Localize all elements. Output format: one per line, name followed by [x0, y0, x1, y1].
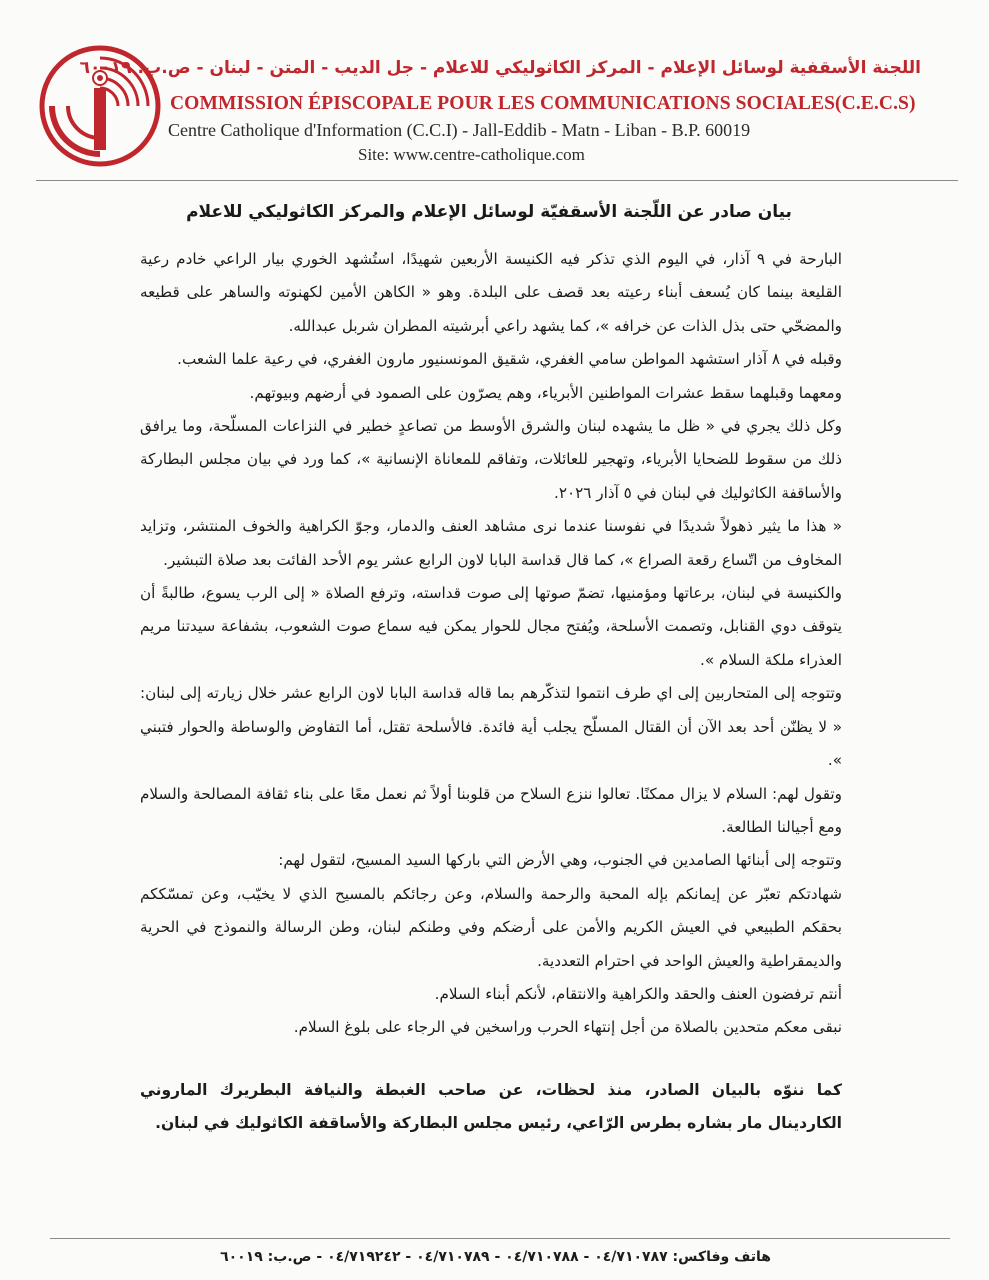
paragraph: وتتوجه إلى المتحاربين إلى اي طرف انتموا لتذكّرهم بما قاله قداسة البابا لاون الرابع عشر خلال زيارته إلى لبنان: « لا يظنّن أحد بعد الآن أن القتال المسلّح يجلب أية فائدة. فالأسلحة تقتل، أما التفاوض والوساطة والحوار فتبني ».: [140, 684, 842, 770]
paragraph: وتتوجه إلى أبنائها الصامدين في الجنوب، وهي الأرض التي باركها السيد المسيح، لتقول لهم:: [278, 851, 842, 870]
paragraph: والكنيسة في لبنان، برعاتها ومؤمنيها، تضمّ صوتها إلى صوت قداسته، وترفع الصلاة « إلى الرب يسوع، طالبةً أن يتوقف دوي القنابل، وتصمت الأسلحة، ويُفتح مجال للحوار يمكن فيه سماع صوت الشعوب، بشفاعة سيدتنا مريم العذراء ملكة السلام ».: [140, 584, 842, 669]
paragraph: وكل ذلك يجري في « ظل ما يشهده لبنان والشرق الأوسط من تصاعدٍ خطير في النزاعات المسلّحة، وما يرافق ذلك من سقوط للضحايا الأبرياء، وتهجير للعائلات، وتفاقم للمعاناة الإنسانية »، كما ورد في بيان مجلس البطاركة والأساقفة الكاثوليك في لبنان في ٥ آذار ٢٠٢٦.: [140, 417, 842, 502]
document-title: بيان صادر عن اللّجنة الأسقفيّة لوسائل الإعلام والمركز الكاثوليكي للاعلام: [186, 202, 792, 222]
footer-contact: هاتف وفاكس: ٠٤/٧١٠٧٨٧ - ٠٤/٧١٠٧٨٨ - ٠٤/٧١٠٧٨٩ - ٠٤/٧١٩٢٤٢ - ص.ب: ٦٠٠١٩: [220, 1249, 771, 1265]
closing-note: كما ننوّه بالبيان الصادر، منذ لحظات، عن صاحب الغبطة والنيافة البطريرك الماروني الكاردينال مار بشاره بطرس الرّاعي، رئيس مجلس البطاركة والأساقفة الكاثوليك في لبنان.: [140, 1081, 842, 1132]
document-body: [140, 243, 842, 1045]
footer-divider: [50, 1238, 950, 1239]
paragraph: وتقول لهم: السلام لا يزال ممكنًا. تعالوا ننزع السلاح من قلوبنا أولاً ثم نعمل معًا على بناء ثقافة المصالحة والسلام ومع أجيالنا الطالعة.: [140, 784, 842, 836]
paragraph: « هذا ما يثير ذهولاً شديدًا في نفوسنا عندما نرى مشاهد العنف والدمار، وجوّ الكراهية والخوف المنتشر، وتزايد المخاوف من اتّساع رقعة الصراع »، كما قال قداسة البابا لاون الرابع عشر يوم الأحد الفائت بعد صلاة التبشير.: [140, 517, 842, 569]
header-site: Site: www.centre-catholique.com: [358, 145, 585, 164]
header-divider: [36, 180, 958, 181]
header-french-subtitle: Centre Catholique d'Information (C.C.I) - Jall-Eddib - Matn - Liban - B.P. 60019: [168, 120, 751, 140]
paragraph: ومعهما وقبلهما سقط عشرات المواطنين الأبرياء، وهم يصرّون على الصمود في أرضهم وبيوتهم.: [249, 383, 842, 402]
header-arabic-line: اللجنة الأسقفية لوسائل الإعلام - المركز الكاثوليكي للاعلام - جل الديب - المتن - لبنان - ص.ب: ٦٠٠١٩: [79, 58, 921, 78]
header-french-title: COMMISSION ÉPISCOPALE POUR LES COMMUNICATIONS SOCIALES(C.E.C.S): [170, 93, 916, 114]
paragraph: وقبله في ٨ آذار استشهد المواطن سامي الغفري، شقيق المونسنيور مارون الغفري، في رعية علما الشعب.: [177, 350, 842, 369]
paragraph: شهادتكم تعبّر عن إيمانكم بإله المحبة والرحمة والسلام، وعن رجائكم بالمسيح الذي لا يخيّب، وعن تمسّككم بحقكم الطبيعي في العيش الكريم والأمن على أرضكم وفي وطنكم لبنان، وطن الرسالة والنموذج في الحرية والديمقراطية والعيش الواحد في احترام التعددية.: [140, 884, 842, 970]
paragraph: البارحة في ٩ آذار، في اليوم الذي تذكر فيه الكنيسة الأربعين شهيدًا، استُشهد الخوري بيار الراعي خادم رعية القليعة بينما كان يُسعف أبناء رعيته بعد قصف على البلدة. وهو « الكاهن الأمين لكهنوته والساهر على قطيعه والمضحّي حتى بذل الذات عن خرافه »، كما يشهد راعي أبرشيته المطران شربل عبدالله.: [140, 250, 842, 335]
paragraph: نبقى معكم متحدين بالصلاة من أجل إنتهاء الحرب وراسخين في الرجاء على بلوغ السلام.: [293, 1018, 842, 1037]
paragraph: أنتم ترفضون العنف والحقد والكراهية والانتقام، لأنكم أبناء السلام.: [434, 984, 842, 1003]
